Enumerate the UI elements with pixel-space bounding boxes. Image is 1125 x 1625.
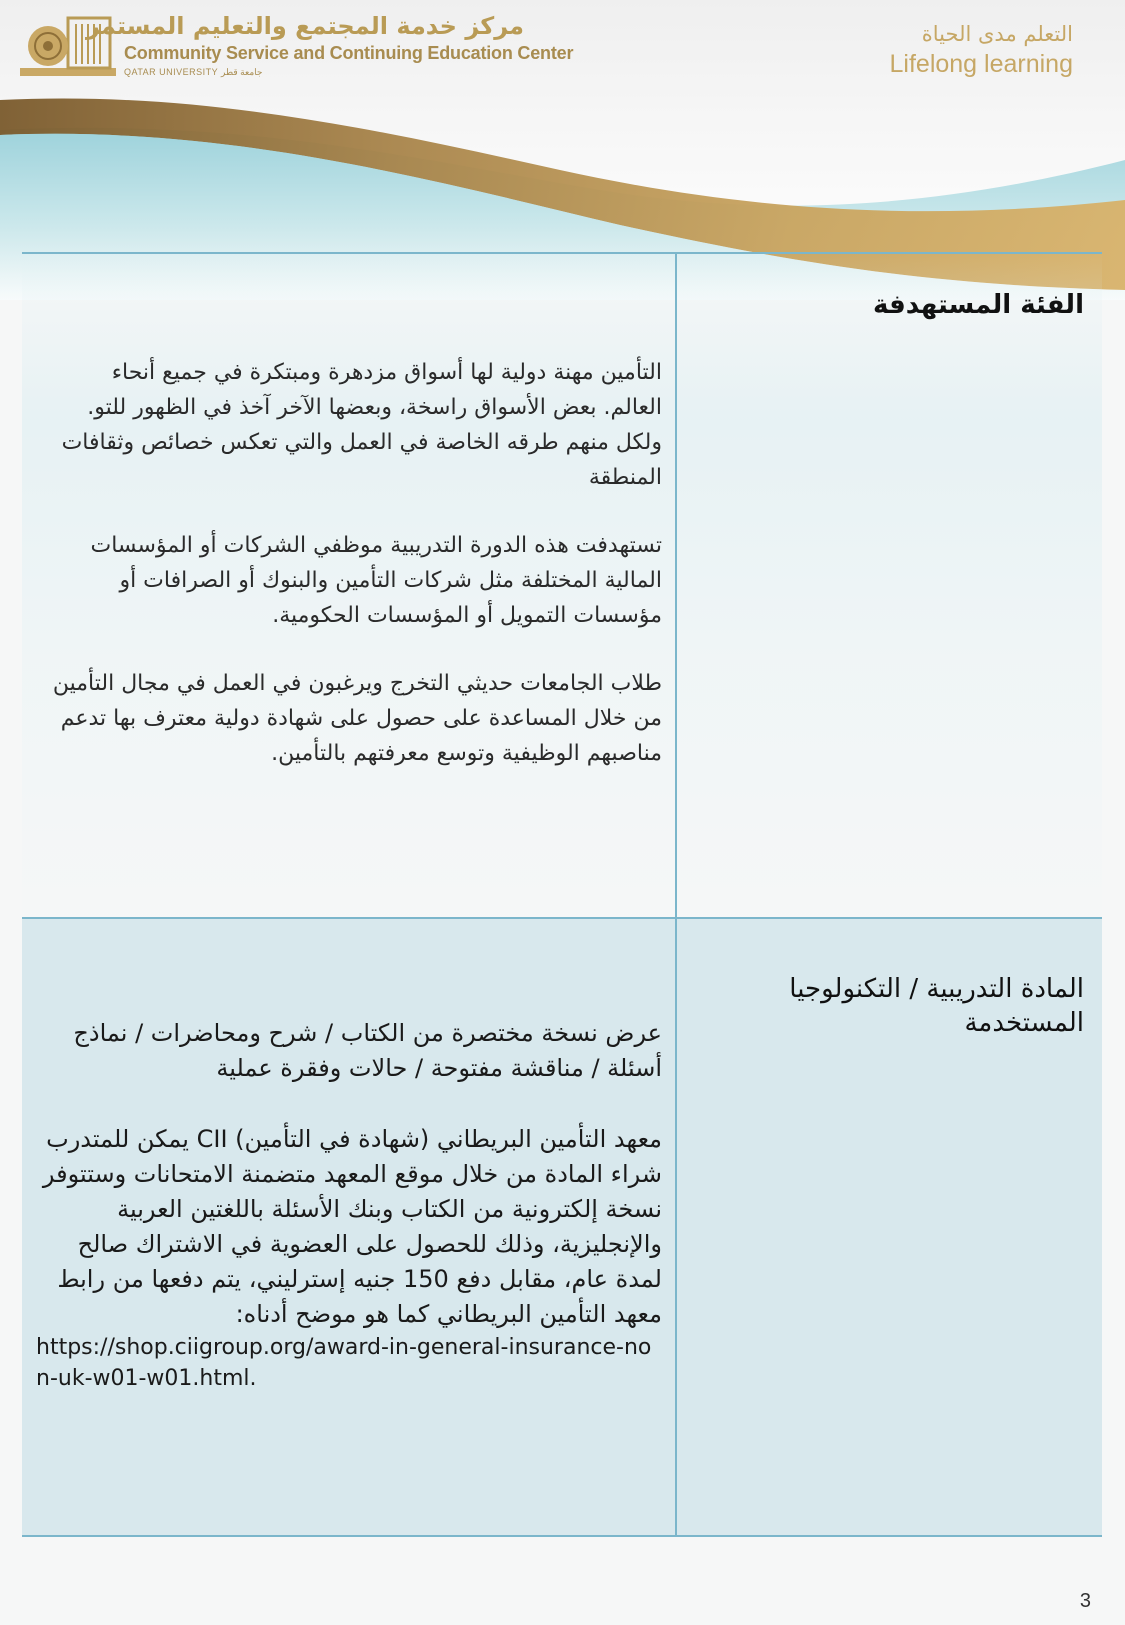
row-label-training-material: المادة التدريبية / التكنولوجيا المستخدمة <box>789 974 1084 1038</box>
table-border-top <box>22 252 1102 254</box>
paragraph: طلاب الجامعات حديثي التخرج ويرغبون في العمل في مجال التأمين من خلال المساعدة على حصول على شهادة دولية معترف بها تدعم مناصبهم الوظيفية وتوسع معرفتهم بالتأمين. <box>52 671 662 766</box>
table-column-divider <box>675 252 677 1537</box>
paragraph: معهد التأمين البريطاني (شهادة في التأمين) CII يمكن للمتدرب شراء المادة من خلال موقع المعهد متضمنة الامتحانات وستتوفر نسخة إلكترونية من الكتاب وبنك الأسئلة باللغتين العربية والإنجليزية، وذلك للحصول على العضوية في الاشتراك صالح لمدة عام، مقابل دفع 150 جنيه إسترليني، يتم دفعها من رابط معهد التأمين البريطاني كما هو موضح أدناه: <box>42 1125 662 1328</box>
tagline-english: Lifelong learning <box>889 50 1073 78</box>
page-number: 3 <box>1079 1590 1091 1612</box>
table-row-training-material <box>22 918 1102 1536</box>
row-content-target-audience <box>52 355 662 804</box>
paragraph: التأمين مهنة دولية لها أسواق مزدهرة ومبتكرة في جميع أنحاء العالم. بعض الأسواق راسخة، وبعضها الآخر آخذ في الظهور للتو. ولكل منهم طرقه الخاصة في العمل والتي تعكس خصائص وثقافات المنطقة <box>61 360 662 490</box>
row-content-training-material <box>36 1016 662 1394</box>
paragraph: تستهدفت هذه الدورة التدريبية موظفي الشركات أو المؤسسات المالية المختلفة مثل شركات التأمين والبنوك أو الصرافات أو مؤسسات التمويل أو المؤسسات الحكومية. <box>90 533 662 628</box>
org-name-arabic: مركز خدمة المجتمع والتعليم المستمر <box>85 12 524 40</box>
paragraph: عرض نسخة مختصرة من الكتاب / شرح ومحاضرات / نماذج أسئلة / مناقشة مفتوحة / حالات وفقرة عملية <box>73 1019 662 1082</box>
cii-shop-link[interactable]: https://shop.ciigroup.org/award-in-general-insurance-non-uk-w01-w01.html. <box>36 1335 652 1391</box>
course-info-table <box>22 252 1102 1536</box>
table-border-bottom <box>22 1535 1102 1537</box>
tagline-arabic: التعلم مدى الحياة <box>921 22 1073 46</box>
university-name: QATAR UNIVERSITY جامعة قطر <box>124 67 263 77</box>
row-label-target-audience: الفئة المستهدفة <box>873 290 1084 320</box>
org-name-english: Community Service and Continuing Education Center <box>124 43 574 63</box>
table-row-target-audience <box>22 252 1102 918</box>
table-border-middle <box>22 917 1102 919</box>
